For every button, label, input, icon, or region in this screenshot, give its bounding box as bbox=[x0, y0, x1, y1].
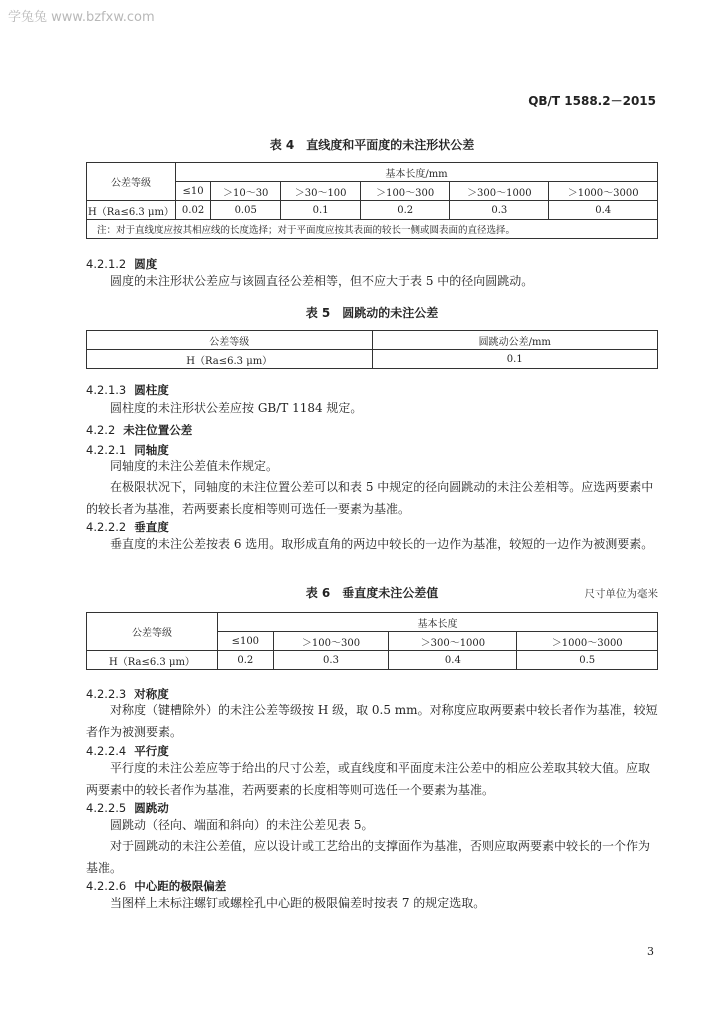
section-number: 4.2.2.5 bbox=[86, 801, 127, 815]
table4-value: 0.2 bbox=[361, 201, 450, 220]
table4-col-2: ＞10～30 bbox=[211, 182, 281, 201]
section-number: 4.2.2.4 bbox=[86, 744, 127, 758]
section-number: 4.2.1.3 bbox=[86, 383, 127, 397]
section-number: 4.2.2.2 bbox=[86, 520, 127, 534]
table6-col-1: ≤100 bbox=[218, 632, 274, 651]
section-number: 4.2.2.1 bbox=[86, 443, 127, 457]
section-4-2-2 bbox=[86, 422, 192, 438]
table4-header-basic: 基本长度/mm bbox=[176, 163, 658, 182]
table5-value: 0.1 bbox=[372, 350, 658, 369]
table4-col-4: ＞100～300 bbox=[361, 182, 450, 201]
table4-col-6: ＞1000～3000 bbox=[549, 182, 658, 201]
table5 bbox=[86, 330, 658, 369]
standard-number: QB/T 1588.2－2015 bbox=[528, 94, 656, 108]
section-title: 圆柱度 bbox=[134, 383, 169, 397]
page-number: 3 bbox=[647, 945, 654, 958]
section-title: 平行度 bbox=[134, 744, 169, 758]
table6-unit-note: 尺寸单位为毫米 bbox=[584, 588, 658, 600]
table4-col-5: ＞300～1000 bbox=[450, 182, 549, 201]
section-title: 未注位置公差 bbox=[123, 423, 193, 437]
table5-header-grade: 公差等级 bbox=[87, 331, 373, 350]
table4-value: 0.02 bbox=[176, 201, 211, 220]
table4-value: 0.3 bbox=[450, 201, 549, 220]
section-title: 中心距的极限偏差 bbox=[134, 879, 227, 893]
paragraph: 垂直度的未注公差按表 6 选用。取形成直角的两边中较长的一边作为基准，较短的一边作为被测要素。 bbox=[110, 537, 654, 551]
section-title: 圆跳动 bbox=[134, 801, 169, 815]
paragraph: 在极限状况下，同轴度的未注位置公差可以和表 5 中规定的径向圆跳动的未注公差相等。应选两要素中的较长者为基准，若两要素长度相等则可选任一要素为基准。 bbox=[86, 480, 654, 516]
table4-value: 0.4 bbox=[549, 201, 658, 220]
table4-header-grade: 公差等级 bbox=[87, 163, 176, 201]
table4-col-3: ＞30～100 bbox=[281, 182, 361, 201]
table6-header-basic: 基本长度 bbox=[218, 613, 658, 632]
section-number: 4.2.2 bbox=[86, 423, 116, 437]
table5-row-label: H（Ra≤6.3 μm） bbox=[87, 350, 373, 369]
section-title: 垂直度 bbox=[134, 520, 169, 534]
section-title: 圆度 bbox=[134, 257, 158, 271]
table4-note: 注：对于直线度应按其相应线的长度选择；对于平面度应按其表面的较长一侧或圆表面的直径选择。 bbox=[87, 220, 658, 239]
section-4-2-1-3 bbox=[86, 382, 169, 398]
section-title: 同轴度 bbox=[134, 443, 169, 457]
table4-row-label: H（Ra≤6.3 μm） bbox=[87, 201, 176, 220]
table4-col-1: ≤10 bbox=[176, 182, 211, 201]
paragraph: 圆柱度的未注形状公差应按 GB/T 1184 规定。 bbox=[110, 401, 363, 415]
table6-col-3: ＞300～1000 bbox=[389, 632, 517, 651]
table6-value: 0.4 bbox=[389, 651, 517, 670]
table4 bbox=[86, 162, 658, 239]
paragraph: 圆度的未注形状公差应与该圆直径公差相等，但不应大于表 5 中的径向圆跳动。 bbox=[110, 274, 534, 288]
paragraph: 平行度的未注公差应等于给出的尺寸公差，或直线度和平面度未注公差中的相应公差取其较大值。应取两要素中的较长者作为基准，若两要素的长度相等则可选任一个要素为基准。 bbox=[86, 761, 651, 797]
table6-row-label: H（Ra≤6.3 μm） bbox=[87, 651, 218, 670]
watermark: 学兔兔 www.bzfxw.com bbox=[8, 10, 155, 25]
paragraph: 圆跳动（径向、端面和斜向）的未注公差见表 5。 bbox=[110, 818, 374, 832]
paragraph: 对于圆跳动的未注公差值，应以设计或工艺给出的支撑面作为基准，否则应取两要素中较长的一个作为基准。 bbox=[86, 839, 651, 875]
table4-value: 0.05 bbox=[211, 201, 281, 220]
paragraph: 当图样上未标注螺钉或螺栓孔中心距的极限偏差时按表 7 的规定选取。 bbox=[110, 896, 486, 910]
table6-value: 0.2 bbox=[218, 651, 274, 670]
table6-caption: 表 6 垂直度未注公差值 bbox=[305, 586, 439, 600]
paragraph: 对称度（键槽除外）的未注公差等级按 H 级，取 0.5 mm。对称度应取两要素中较长者作为基准，较短者作为被测要素。 bbox=[86, 703, 658, 739]
table5-caption: 表 5 圆跳动的未注公差 bbox=[305, 306, 439, 320]
section-number: 4.2.2.3 bbox=[86, 687, 127, 701]
table4-caption: 表 4 直线度和平面度的未注形状公差 bbox=[269, 138, 475, 152]
table6-col-4: ＞1000～3000 bbox=[517, 632, 658, 651]
paragraph: 同轴度的未注公差值未作规定。 bbox=[110, 459, 279, 473]
table6-header-grade: 公差等级 bbox=[87, 613, 218, 651]
table5-header-value: 圆跳动公差/mm bbox=[372, 331, 658, 350]
table4-value: 0.1 bbox=[281, 201, 361, 220]
table6-value: 0.5 bbox=[517, 651, 658, 670]
section-title: 对称度 bbox=[134, 687, 169, 701]
section-number: 4.2.2.6 bbox=[86, 879, 127, 893]
table6 bbox=[86, 612, 658, 670]
section-number: 4.2.1.2 bbox=[86, 257, 127, 271]
table6-value: 0.3 bbox=[273, 651, 389, 670]
table6-col-2: ＞100～300 bbox=[273, 632, 389, 651]
